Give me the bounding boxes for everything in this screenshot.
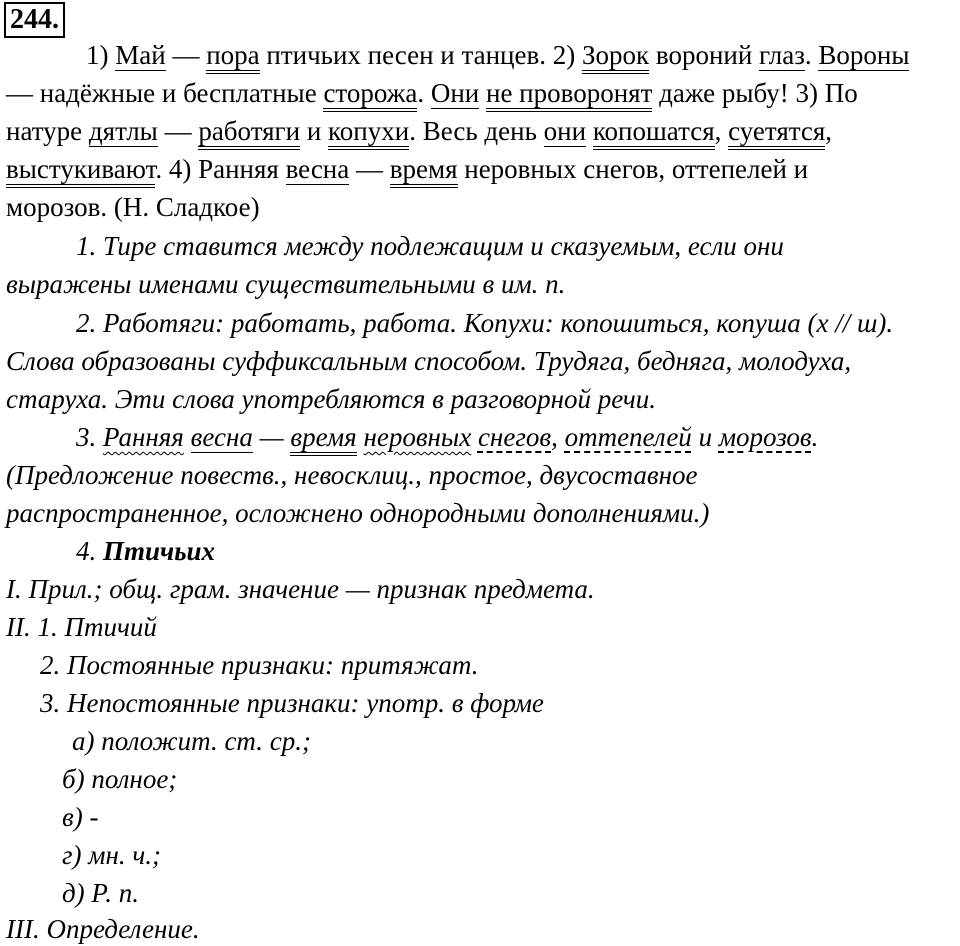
text-fragment: и xyxy=(691,422,719,452)
object-word: морозов xyxy=(718,422,812,452)
predicate-word: не проворонят xyxy=(486,78,652,112)
answer-2-line-1: 2. Работяги: работать, работа. Копухи: копошиться, копуша (х // ш). xyxy=(76,308,894,338)
predicate-word: сторожа xyxy=(323,78,417,112)
exercise-number: 244. xyxy=(4,2,65,38)
text-line-4 xyxy=(6,152,808,186)
text-fragment xyxy=(471,422,478,452)
answer-4-heading xyxy=(76,534,215,568)
text-fragment: . xyxy=(811,422,819,452)
text-line-3 xyxy=(6,114,832,148)
text-fragment: натуре xyxy=(6,116,89,146)
text-fragment: неровных снегов, оттепелей и xyxy=(457,154,809,184)
morph-line-5: а) положит. ст. ср.; xyxy=(72,726,311,756)
morph-line-8: г) мн. ч.; xyxy=(62,840,162,870)
predicate-word: время xyxy=(390,154,458,188)
answer-2-line-2: Слова образованы суффиксальным способом. Трудяга, бедняга, молодуха, xyxy=(6,346,852,376)
predicate-word: суетятся xyxy=(728,116,825,150)
text-fragment xyxy=(184,422,191,452)
text-fragment: . xyxy=(417,78,431,108)
predicate-word: время xyxy=(290,422,356,456)
answer-3-line-3: распространенное, осложнено однородными дополнениями.) xyxy=(6,498,710,528)
predicate-word: Зорок xyxy=(582,40,649,74)
predicate-word: выстукивают xyxy=(6,154,155,188)
text-line-2 xyxy=(6,76,858,110)
text-fragment: — xyxy=(349,154,390,184)
text-fragment: вороний xyxy=(649,40,760,70)
subject-word: дятлы xyxy=(88,116,158,146)
text-fragment: даже рыбу! 3) По xyxy=(652,78,858,108)
text-fragment xyxy=(586,116,593,146)
morph-line-9: д) Р. п. xyxy=(62,878,139,908)
answer-number: 4. xyxy=(76,536,103,566)
subject-word: Вороны xyxy=(818,40,910,70)
object-word: снегов xyxy=(477,422,552,452)
text-fragment: , xyxy=(714,116,729,146)
subject-word: глаз xyxy=(759,40,805,70)
text-fragment: — xyxy=(252,422,291,452)
morph-line-6: б) полное; xyxy=(62,764,178,794)
text-fragment: . 4) Ранняя xyxy=(155,154,286,184)
morph-line-4: 3. Непостоянные признаки: употр. в форме xyxy=(40,688,544,718)
text-line-1 xyxy=(86,38,909,72)
subject-word: Они xyxy=(430,78,480,108)
morph-line-2: II. 1. Птичий xyxy=(6,612,157,642)
answer-3-line-2: (Предложение повеств., невосклиц., простое, двусоставное xyxy=(6,460,698,490)
subject-word: они xyxy=(543,116,587,146)
morph-line-7: в) - xyxy=(62,802,99,832)
morph-line-3: 2. Постоянные признаки: притяжат. xyxy=(40,650,479,680)
predicate-word: пора xyxy=(206,40,259,74)
answer-3-line-1 xyxy=(76,420,818,454)
text-fragment: птичьих песен и танцев. 2) xyxy=(259,40,582,70)
text-fragment xyxy=(479,78,486,108)
text-fragment: — xyxy=(165,40,207,70)
text-fragment: — надёжные и бесплатные xyxy=(6,78,324,108)
answer-2-line-3: старуха. Эти слова употребляются в разговорной речи. xyxy=(6,384,656,414)
subject-word: Май xyxy=(115,40,166,70)
subject-word: весна xyxy=(190,422,253,452)
morph-line-10: III. Определение. xyxy=(6,914,200,944)
attribute-word: неровных xyxy=(363,422,472,452)
object-word: оттепелей xyxy=(564,422,692,452)
subject-word: весна xyxy=(285,154,350,184)
predicate-word: копошатся xyxy=(593,116,715,150)
parsed-word: Птичьих xyxy=(103,536,216,566)
text-fragment: 1) xyxy=(86,40,116,70)
text-fragment: . Весь день xyxy=(409,116,544,146)
text-fragment: и xyxy=(300,116,329,146)
morph-line-1: I. Прил.; общ. грам. значение — признак предмета. xyxy=(6,574,595,604)
predicate-word: копухи xyxy=(328,116,409,150)
text-line-5: морозов. (Н. Сладкое) xyxy=(6,192,260,222)
text-fragment: , xyxy=(551,422,565,452)
answer-1-line-2: выражены именами существительными в им. п. xyxy=(6,269,566,299)
text-fragment: , xyxy=(825,116,833,146)
predicate-word: работяги xyxy=(198,116,300,150)
text-fragment: . xyxy=(804,40,819,70)
answer-number: 3. xyxy=(76,422,103,452)
answer-1-line-1: 1. Тире ставится между подлежащим и сказуемым, если они xyxy=(76,231,784,261)
text-fragment: — xyxy=(157,116,199,146)
attribute-word: Ранняя xyxy=(103,422,184,452)
